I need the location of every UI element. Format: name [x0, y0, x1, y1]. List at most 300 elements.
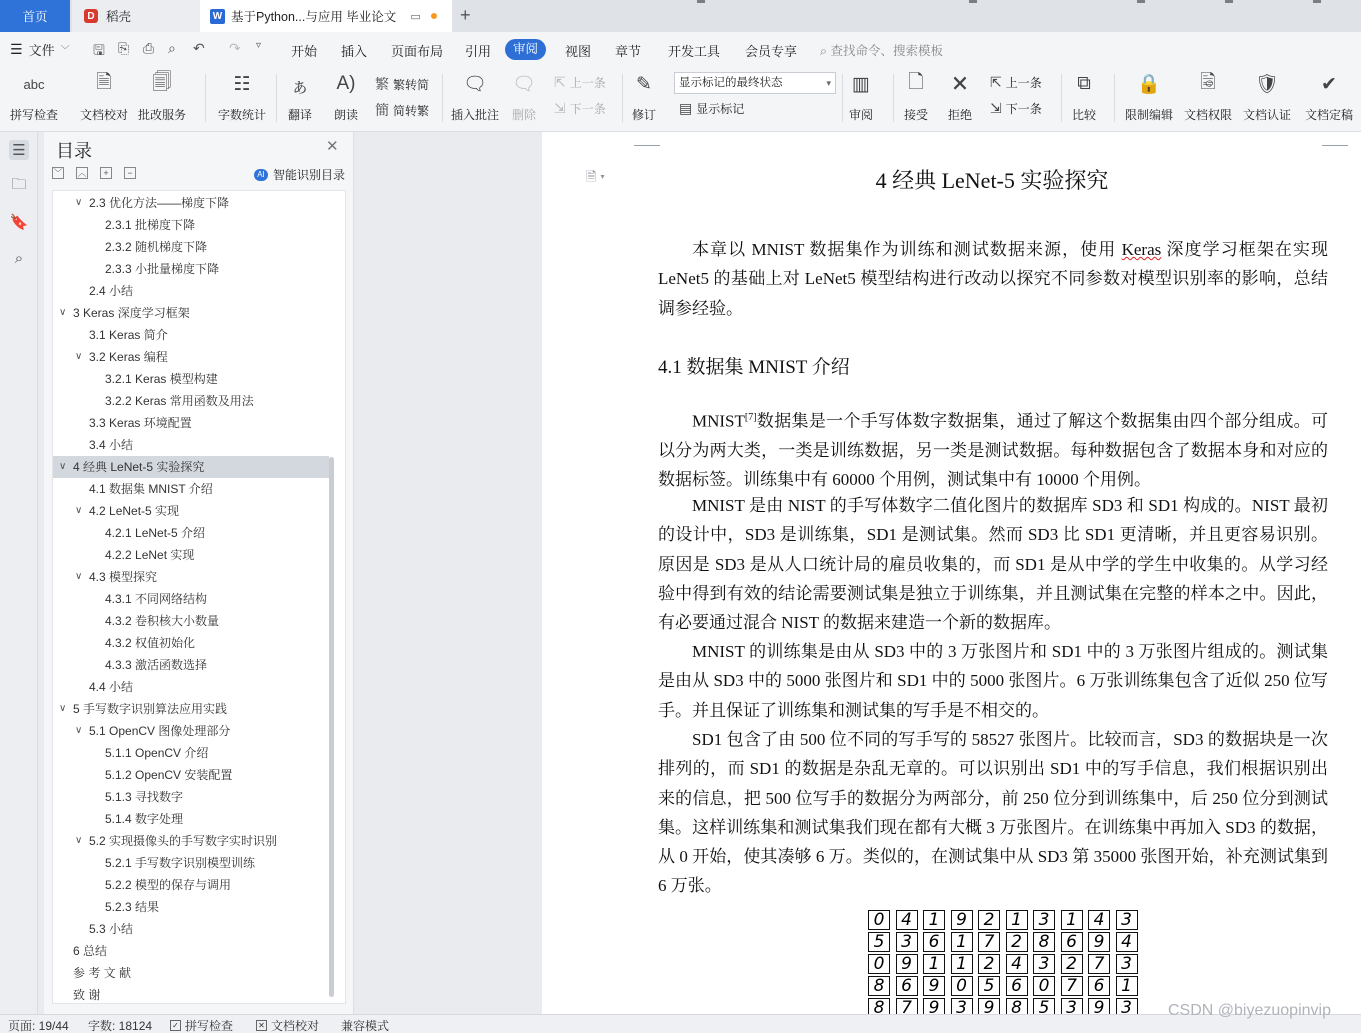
status-bar: [0, 1014, 1361, 1033]
digit-sample: 6: [923, 932, 945, 952]
toc-item[interactable]: [53, 478, 329, 500]
toc-item[interactable]: [53, 588, 329, 610]
chevron-down-icon[interactable]: ∨: [59, 703, 67, 714]
digit-sample: 4: [1116, 932, 1138, 952]
toc-item-label: 3.2.2 Keras 常用函数及用法: [105, 394, 254, 408]
accept-icon: 🗋: [908, 72, 924, 93]
paragraph-text: MNIST: [692, 411, 745, 431]
separator: [205, 74, 206, 122]
file-menu[interactable]: [10, 40, 70, 59]
simp-to-trad-label: 简转繁: [393, 103, 430, 118]
digit-sample: 9: [923, 976, 945, 996]
toc-item-label: 5.3 小结: [89, 922, 134, 936]
redo-icon[interactable]: ↷: [229, 40, 241, 56]
delete-comment-label: 删除: [511, 108, 536, 122]
bookmark-icon[interactable]: 🔖: [9, 214, 29, 231]
watermark: CSDN @biyezuopinvip: [1168, 1002, 1331, 1019]
print-preview-icon[interactable]: ⌕: [168, 40, 176, 56]
toc-item[interactable]: [53, 940, 329, 962]
chevron-down-icon[interactable]: ∨: [75, 351, 83, 362]
digit-sample: 3: [1116, 954, 1138, 974]
toc-item[interactable]: [53, 918, 329, 940]
read-aloud-label: 朗读: [333, 108, 358, 122]
spell-check-icon: abc: [23, 76, 45, 92]
digit-sample: 6: [896, 976, 918, 996]
digit-sample: 1: [923, 910, 945, 930]
toc-item-label: 5.2.2 模型的保存与调用: [105, 878, 232, 892]
insert-comment-button[interactable]: [451, 70, 499, 123]
insert-comment-label: 插入批注: [451, 108, 500, 122]
separator: [622, 74, 623, 122]
save-icon[interactable]: 🖫: [93, 42, 105, 58]
chapter-heading: 4 经典 LeNet-5 实验探究: [875, 168, 1109, 193]
separator: [842, 74, 843, 122]
toc-item-label: 参 考 文 献: [73, 966, 132, 980]
tab-marker: [1225, 0, 1233, 3]
menu-reference[interactable]: 引用: [465, 44, 492, 59]
toc-item-label: 5 手写数字识别算法应用实践: [73, 702, 228, 716]
toc-item[interactable]: [53, 456, 329, 478]
digit-sample: 3: [896, 932, 918, 952]
toc-item[interactable]: [53, 368, 329, 390]
tab-home-label: 首页: [22, 10, 48, 24]
page-indicator[interactable]: 页面: 19/44: [8, 1019, 69, 1033]
proofread-label: 文档校对: [80, 108, 129, 122]
read-aloud-icon: A): [336, 73, 356, 94]
citation-ref[interactable]: [7]: [744, 412, 757, 423]
accept-label: 接受: [903, 108, 928, 122]
digit-sample: 8: [868, 998, 890, 1014]
menu-start[interactable]: 开始: [291, 44, 318, 59]
tab-document[interactable]: [200, 0, 452, 32]
toc-item[interactable]: [53, 654, 329, 676]
tab-daoke[interactable]: [72, 0, 200, 32]
restrict-editing-button[interactable]: [1125, 70, 1173, 123]
chapter-nav-icon[interactable]: 🗀: [11, 175, 27, 193]
chevron-down-icon[interactable]: ∨: [59, 307, 67, 318]
toc-item-label: 3.1 Keras 简介: [89, 328, 168, 342]
paragraph-2: MNIST 是由 NIST 的手写体数字二值化图片的数据库 SD3 和 SD1 构成的。NIST 最初的设计中，SD3 是训练集，SD1 是测试集。然而 SD3 比 SD1 更清晰，并且更容易识别。原因是 SD3 是从人口统计局的雇员收集的，而 SD1 是从中学的学生中收集的。从学习经验中得到有效的结论需要测试集是独立于训练集，并且测试集在完整的样本之中。因此，有必要通过混合 NIST 的数据来建造一个新的数据库。: [658, 496, 1328, 633]
digit-sample: 5: [868, 932, 890, 952]
digit-sample: 3: [1116, 998, 1138, 1014]
separator: [1061, 74, 1062, 122]
toc-item-label: 4 经典 LeNet-5 实验探究: [73, 460, 205, 474]
toc-item-label: 3.2.1 Keras 模型构建: [105, 372, 218, 386]
toc-item-label: 2.3.2 随机梯度下降: [105, 240, 208, 254]
toc-item[interactable]: [53, 258, 329, 280]
toc-item-label: 4.1 数据集 MNIST 介绍: [89, 482, 213, 496]
toc-item[interactable]: [53, 808, 329, 830]
trad-to-simp-button[interactable]: [375, 74, 429, 94]
toc-item[interactable]: [53, 434, 329, 456]
print-icon[interactable]: ⎙: [143, 40, 155, 56]
show-markup-button[interactable]: [679, 100, 744, 117]
toc-item[interactable]: [53, 610, 329, 632]
toc-item[interactable]: [53, 280, 329, 302]
toc-item-label: 4.2.2 LeNet 实现: [105, 548, 195, 562]
toc-item[interactable]: [53, 786, 329, 808]
tab-daoke-label: 稻壳: [106, 10, 132, 24]
tab-home[interactable]: [0, 0, 70, 32]
prev-change-button[interactable]: [990, 74, 1042, 91]
digit-sample: 2: [978, 910, 1000, 930]
monitor-icon[interactable]: ▭: [410, 10, 421, 23]
next-comment-button[interactable]: [554, 100, 606, 117]
intro-text: 深度学习框架在实现 LeNet5 的基础上对 LeNet5 模型结构进行改动以探究不同参数对模型识别率的影响，总结调参经验。: [658, 240, 1328, 318]
doc-certify-label: 文档认证: [1243, 108, 1292, 122]
prev-comment-label: 上一条: [569, 76, 606, 90]
track-changes-label: 修订: [631, 108, 656, 122]
digit-sample: 9: [951, 910, 973, 930]
document-menu-icon[interactable]: 🗎 ▾: [586, 169, 605, 184]
menu-section[interactable]: 章节: [615, 44, 642, 59]
paragraph-1: [658, 403, 1328, 495]
digit-sample: 3: [1116, 910, 1138, 930]
chevron-down-icon[interactable]: ∨: [75, 725, 83, 736]
toc-item-label: 5.1.3 寻找数字: [105, 790, 184, 804]
toc-item-label: 4.2 LeNet-5 实现: [89, 504, 180, 518]
toc-item[interactable]: [53, 412, 329, 434]
document-page[interactable]: [542, 132, 1361, 1014]
prev-change-label: 上一条: [1005, 76, 1042, 90]
digit-sample: 1: [951, 932, 973, 952]
menu-member[interactable]: 会员专享: [745, 44, 798, 59]
left-rail: [0, 132, 38, 1014]
navigation-pane-icon[interactable]: ☰: [9, 140, 29, 160]
permission-icon: 🗟: [1200, 72, 1216, 93]
add-heading-icon[interactable]: +: [100, 167, 112, 179]
separator: [893, 74, 894, 122]
collapse-all-icon[interactable]: ﹀: [53, 168, 63, 178]
word-count-icon: ☷: [233, 73, 251, 95]
chevron-down-icon: ﹀: [60, 45, 70, 55]
show-markup-label: 显示标记: [696, 102, 745, 116]
digit-sample: 0: [951, 976, 973, 996]
delete-comment-button[interactable]: [510, 70, 538, 123]
page-corner-mark: [634, 132, 660, 146]
digit-sample: 1: [923, 954, 945, 974]
command-search-text: 查找命令、搜索模板: [830, 44, 944, 58]
review-pane-button[interactable]: [847, 70, 875, 123]
proof-status-label: 文档校对: [271, 1019, 320, 1033]
search-icon: ⌕: [820, 44, 828, 58]
toc-item[interactable]: [53, 742, 329, 764]
toc-scrollbar[interactable]: [329, 457, 334, 997]
lock-doc-icon: 🔒: [1137, 74, 1161, 95]
trad-to-simp-label: 繁转简: [393, 77, 430, 92]
toc-item-label: 2.3.1 批梯度下降: [105, 218, 196, 232]
toc-item-label: 3.3 Keras 环境配置: [89, 416, 192, 430]
chevron-down-icon[interactable]: ∨: [75, 835, 83, 846]
toc-title: 目录: [56, 141, 92, 161]
toc-item-label: 4.3.1 不同网络结构: [105, 592, 208, 606]
document-gutter: [354, 132, 542, 1014]
digit-sample: 4: [896, 910, 918, 930]
prev-comment-icon: ⇱: [554, 74, 566, 90]
checkbox-icon: ✕: [256, 1020, 267, 1031]
compare-button[interactable]: [1070, 70, 1098, 123]
translate-icon: ぁ: [290, 75, 310, 97]
toc-list: [52, 190, 346, 1004]
command-search[interactable]: [820, 41, 943, 59]
finalize-label: 文档定稿: [1305, 108, 1354, 122]
review-pane-icon: ▥: [852, 73, 870, 95]
toc-item[interactable]: [53, 632, 329, 654]
reject-icon: 🗙: [952, 72, 968, 93]
show-markup-icon: ▤: [679, 100, 693, 116]
toc-item-label: 4.3 模型探究: [89, 570, 158, 584]
revise-service-label: 批改服务: [138, 108, 187, 122]
toc-item[interactable]: [53, 302, 329, 324]
toc-item[interactable]: [53, 874, 329, 896]
toc-item-label: 3 Keras 深度学习框架: [73, 306, 190, 320]
toc-item[interactable]: [53, 962, 329, 984]
reject-label: 拒绝: [947, 108, 972, 122]
daoke-logo-icon: D: [84, 9, 98, 23]
toc-item[interactable]: [53, 566, 329, 588]
digit-sample: 9: [1088, 932, 1110, 952]
doc-permission-label: 文档权限: [1184, 108, 1233, 122]
digit-sample: 9: [978, 998, 1000, 1014]
toc-item-label: 4.3.2 卷积核大小数量: [105, 614, 220, 628]
toc-item-label: 5.2.3 结果: [105, 900, 160, 914]
reject-button[interactable]: [946, 70, 974, 123]
toc-item-label: 4.3.2 权值初始化: [105, 636, 196, 650]
toc-item[interactable]: [53, 764, 329, 786]
track-changes-icon: ✎: [636, 73, 652, 95]
toc-item[interactable]: [53, 720, 329, 742]
toc-item-label: 5.2.1 手写数字识别模型训练: [105, 856, 256, 870]
digit-sample: 2: [1061, 954, 1083, 974]
restrict-editing-label: 限制编辑: [1125, 108, 1174, 122]
digit-sample: 1: [1061, 910, 1083, 930]
digit-sample: 8: [1006, 998, 1028, 1014]
chevron-down-icon[interactable]: ∨: [75, 571, 83, 582]
toc-item-label: 5.1 OpenCV 图像处理部分: [89, 724, 231, 738]
menu-page-layout[interactable]: 页面布局: [391, 44, 444, 59]
translate-button[interactable]: [286, 70, 314, 123]
toc-item-label: 3.2 Keras 编程: [89, 350, 168, 364]
menu-developer[interactable]: 开发工具: [668, 44, 721, 59]
read-aloud-button[interactable]: [332, 70, 360, 123]
smart-toc-label: 智能识别目录: [273, 168, 346, 182]
smart-toc-button[interactable]: [254, 166, 345, 183]
toc-item-label: 5.1.1 OpenCV 介绍: [105, 746, 209, 760]
review-ribbon: [0, 66, 1361, 132]
tab-bar: [0, 0, 1361, 32]
toc-item-label: 4.4 小结: [89, 680, 134, 694]
spell-check-status-label: 拼写检查: [185, 1019, 234, 1033]
digit-sample: 4: [1006, 954, 1028, 974]
markup-state-select[interactable]: [674, 72, 836, 94]
word-count-status[interactable]: 字数: 18124: [88, 1019, 153, 1033]
toc-item[interactable]: [53, 192, 329, 214]
toc-item-label: 3.4 小结: [89, 438, 134, 452]
digit-sample: 1: [1116, 976, 1138, 996]
toc-item[interactable]: [53, 500, 329, 522]
toc-item-label: 4.3.3 激活函数选择: [105, 658, 208, 672]
toc-item[interactable]: [53, 214, 329, 236]
spell-check-button[interactable]: [10, 70, 58, 123]
digit-sample: 9: [1088, 998, 1110, 1014]
digit-sample: 0: [868, 954, 890, 974]
finalize-icon: ✔: [1321, 73, 1337, 95]
hamburger-icon: ☰: [10, 41, 23, 57]
digit-sample: 4: [1088, 910, 1110, 930]
chevron-down-icon[interactable]: ∨: [59, 461, 67, 472]
remove-heading-icon[interactable]: −: [124, 167, 136, 179]
page-corner-mark: [1322, 132, 1348, 146]
prev-change-icon: ⇱: [990, 74, 1002, 90]
digit-sample: 3: [951, 998, 973, 1014]
review-pane-label: 审阅: [848, 108, 873, 122]
digit-sample: 7: [896, 998, 918, 1014]
certify-icon: 🛡: [1254, 74, 1280, 95]
undo-icon[interactable]: ↶: [193, 40, 205, 56]
trad-to-simp-icon: 繁: [375, 76, 389, 92]
toc-item[interactable]: [53, 676, 329, 698]
toc-item-label: 2.4 小结: [89, 284, 134, 298]
chevron-down-icon[interactable]: ∨: [75, 505, 83, 516]
digit-sample: 3: [1033, 954, 1055, 974]
file-menu-label: 文件: [28, 43, 55, 58]
ai-icon: AI: [254, 169, 268, 181]
menu-insert[interactable]: 插入: [341, 44, 368, 59]
toc-item-label: 5.1.4 数字处理: [105, 812, 184, 826]
toc-item[interactable]: [53, 236, 329, 258]
separator: [442, 74, 443, 122]
tab-marker: [969, 0, 977, 3]
next-change-button[interactable]: [990, 100, 1042, 117]
toc-item[interactable]: [53, 324, 329, 346]
paragraph-4: SD1 包含了由 500 位不同的写手写的 58527 张图片。比较而言，SD3 的数据块是一次排列的，而 SD1 的数据是杂乱无章的。可以识别出 SD1 中的写手信息，我们根据识别出来的信息，把 500 位写手的数据分为两部分，前 250 位分到训练集中，后 250 位分到测试集。这样训练集和测试集我们现在都有大概 3 万张图片。在训练集中再加入 SD3 的数据，从 0 开始，使其凑够 6 万。类似的，在测试集中从 SD3 第 35000 张图开始，补充测试集到 6 万张。: [658, 730, 1328, 896]
toc-item-label: 5.1.2 OpenCV 安装配置: [105, 768, 233, 782]
chevron-down-icon: ▾: [826, 78, 831, 88]
digit-sample: 8: [1033, 932, 1055, 952]
doc-permission-button[interactable]: [1184, 70, 1232, 123]
proofread-icon: 🗎: [96, 72, 112, 93]
digit-sample: 5: [1033, 998, 1055, 1014]
digit-sample: 3: [1061, 998, 1083, 1014]
markup-state-value: 显示标记的最终状态: [679, 77, 783, 89]
toc-item-label: 4.2.1 LeNet-5 介绍: [105, 526, 206, 540]
translate-label: 翻译: [287, 108, 312, 122]
digit-sample: 3: [1033, 910, 1055, 930]
proofread-button[interactable]: [80, 70, 128, 123]
toc-item[interactable]: [53, 896, 329, 918]
compare-label: 比较: [1071, 108, 1096, 122]
digit-sample: 6: [1088, 976, 1110, 996]
digit-sample: 0: [1033, 976, 1055, 996]
toc-item-label: 致 谢: [73, 988, 101, 1002]
tab-marker: [697, 0, 705, 3]
track-changes-button[interactable]: [630, 70, 658, 123]
unsaved-dot-icon: [431, 13, 437, 19]
toc-item[interactable]: [53, 984, 329, 1004]
toc-panel: [44, 132, 354, 1014]
paragraph-text: 数据集是一个手写体数字数据集，通过了解这个数据集由四个部分组成。可以分为两大类，一类是训练数据，另一类是测试数据。每种数据包含了数据本身和对应的数据标签。训练集中有 60000 个用例，测试集中有 10000 个用例。: [658, 411, 1328, 490]
digit-sample: 5: [978, 976, 1000, 996]
toc-item-label: 2.3 优化方法——梯度下降: [89, 196, 230, 210]
word-count-button[interactable]: [218, 70, 266, 123]
accept-button[interactable]: [902, 70, 930, 123]
doc-certify-button[interactable]: [1243, 70, 1291, 123]
delete-comment-icon: 🗨: [511, 74, 537, 95]
paragraph-3: MNIST 的训练集是由从 SD3 中的 3 万张图片和 SD1 中的 3 万张图片组成的。测试集是由从 SD3 中的 5000 张图片和 SD1 中的 5000 张图片。6 万张训练集包含了近似 250 位写手。并且保证了训练集和测试集的写手是不相交的。: [658, 642, 1328, 720]
simp-to-trad-button[interactable]: [375, 100, 429, 120]
next-change-label: 下一条: [1005, 102, 1042, 116]
toc-item-label: 5.2 实现摄像头的手写数字实时识别: [89, 834, 278, 848]
toc-item[interactable]: [53, 544, 329, 566]
next-comment-label: 下一条: [569, 102, 606, 116]
next-comment-icon: ⇲: [554, 100, 566, 116]
prev-comment-button[interactable]: [554, 74, 606, 91]
toc-item[interactable]: [53, 698, 329, 720]
digit-sample: 9: [896, 954, 918, 974]
separator: [1114, 74, 1115, 122]
menu-review[interactable]: 审阅: [505, 39, 546, 60]
separator: [276, 74, 277, 122]
menu-bar: [0, 32, 1361, 66]
digit-sample: 9: [923, 998, 945, 1014]
digit-sample: 8: [868, 976, 890, 996]
toc-item[interactable]: [53, 830, 329, 852]
digit-sample: 7: [1061, 976, 1083, 996]
checkbox-icon: ✓: [170, 1020, 181, 1031]
mnist-sample-image: [868, 910, 1146, 1014]
customize-quickbar-icon[interactable]: ▿: [256, 40, 262, 51]
word-doc-icon: W: [210, 9, 225, 24]
toc-item[interactable]: [53, 522, 329, 544]
revise-service-button[interactable]: [138, 70, 186, 123]
proof-status[interactable]: [256, 1017, 319, 1033]
toc-item[interactable]: [53, 390, 329, 412]
digit-sample: 2: [978, 954, 1000, 974]
finalize-button[interactable]: [1305, 70, 1353, 123]
spell-check-label: 拼写检查: [10, 108, 59, 122]
chevron-down-icon[interactable]: ∨: [75, 197, 83, 208]
next-change-icon: ⇲: [990, 100, 1002, 116]
tab-document-label: 基于Python...与应用 毕业论文: [231, 10, 397, 24]
revise-service-icon: 🗐: [152, 72, 172, 93]
digit-sample: 6: [1061, 932, 1083, 952]
toc-item-label: 6 总结: [73, 944, 108, 958]
spell-check-status[interactable]: [170, 1017, 233, 1033]
digit-sample: 7: [978, 932, 1000, 952]
digit-sample: 1: [1006, 910, 1028, 930]
word-count-label: 字数统计: [218, 108, 267, 122]
spell-flagged-word: Keras: [1121, 240, 1162, 259]
export-pdf-icon[interactable]: ⎘: [118, 40, 130, 56]
compat-mode: 兼容模式: [341, 1019, 390, 1033]
close-icon[interactable]: ✕: [326, 138, 339, 155]
search-icon[interactable]: ⌕: [14, 249, 24, 267]
digit-sample: 6: [1006, 976, 1028, 996]
toc-item[interactable]: [53, 852, 329, 874]
menu-view[interactable]: 视图: [565, 44, 592, 59]
compare-icon: ⧉: [1077, 73, 1091, 94]
simp-to-trad-icon: 簡: [375, 102, 389, 118]
intro-paragraph: [658, 235, 1328, 323]
insert-comment-icon: 🗨: [462, 74, 488, 95]
section-heading: 4.1 数据集 MNIST 介绍: [658, 357, 850, 378]
expand-all-icon[interactable]: ︿: [77, 168, 87, 178]
digit-sample: 1: [951, 954, 973, 974]
digit-sample: 2: [1006, 932, 1028, 952]
tab-marker: [1137, 0, 1145, 3]
toc-item[interactable]: [53, 346, 329, 368]
new-tab-button[interactable]: +: [460, 5, 471, 25]
